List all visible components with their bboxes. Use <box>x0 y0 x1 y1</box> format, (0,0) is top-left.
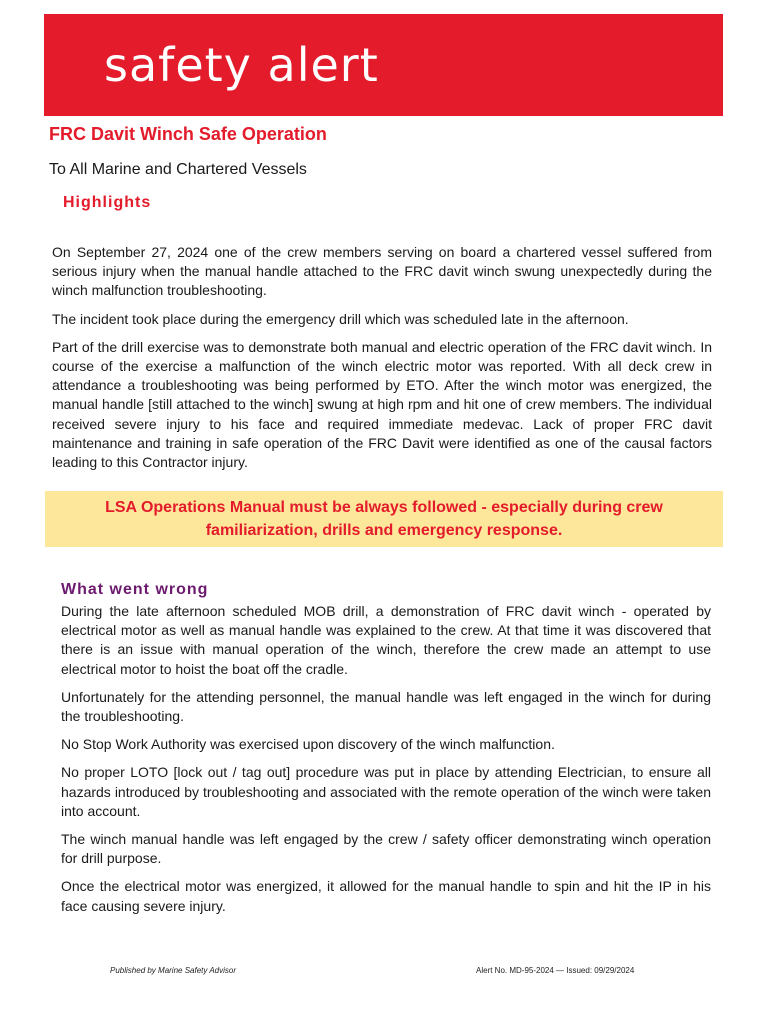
highlights-paragraph: The incident took place during the emergency drill which was scheduled late in the afternoon. <box>52 310 629 327</box>
what-went-wrong-paragraph: Once the electrical motor was energized, it allowed for the manual handle to spin and hit the IP in his face causing severe injury. <box>61 878 711 914</box>
document-title: FRC Davit Winch Safe Operation <box>49 124 327 144</box>
what-went-wrong-paragraph: No proper LOTO [lock out / tag out] procedure was put in place by attending Electrician, to ensure all hazards introduced by troubleshooting and associated with the remote operation of the winch were taken into account. <box>61 764 711 819</box>
what-went-wrong-paragraph: Unfortunately for the attending personnel, the manual handle was left engaged in the winch for during the troubleshooting. <box>61 688 711 725</box>
safety-alert-banner <box>44 14 723 116</box>
footer-published: Published by Marine Safety Advisor <box>110 966 236 975</box>
callout-box <box>45 491 723 547</box>
highlights-paragraph: Part of the drill exercise was to demonstrate both manual and electric operation of the FRC davit winch. In course of the exercise a malfunction of the winch electric motor was reported. With all deck crew in attendance a troubleshooting was being performed by ETO. After the winch motor was energized, the manual handle [still attached to the winch] swung at high rpm and hit one of crew members. The individual received severe injury to his face and required immediate medevac. Lack of proper FRC davit maintenance and training in safe operation of the FRC Davit were identified as one of the causal factors leading to this Contractor injury. <box>52 338 712 471</box>
what-went-wrong-paragraph: No Stop Work Authority was exercised upon discovery of the winch malfunction. <box>61 736 555 753</box>
footer-alert-number: Alert No. MD-95-2024 — Issued: 09/29/2024 <box>476 966 635 975</box>
document-subtitle: To All Marine and Chartered Vessels <box>49 161 307 178</box>
callout-text: LSA Operations Manual must be always followed - especially during crew familiarization, drills and emergency response. <box>105 499 663 539</box>
highlights-section <box>52 243 712 481</box>
banner-title: safety alert <box>104 38 379 92</box>
highlights-heading: Highlights <box>63 194 152 211</box>
highlights-paragraph: On September 27, 2024 one of the crew members serving on board a chartered vessel suffered from serious injury when the manual handle attached to the FRC davit winch swung unexpectedly during the winch malfunction troubleshooting. <box>52 244 712 299</box>
what-went-wrong-heading: What went wrong <box>61 581 209 598</box>
what-went-wrong-paragraph: The winch manual handle was left engaged by the crew / safety officer demonstrating winch operation for drill purpose. <box>61 831 711 867</box>
what-went-wrong-section <box>61 602 711 925</box>
what-went-wrong-paragraph: During the late afternoon scheduled MOB drill, a demonstration of FRC davit winch - operated by electrical motor as well as manual handle was explained to the crew. At that time it was discovered that there is an issue with manual operation of the winch, therefore the crew made an attempt to use electrical motor to hoist the boat off the cradle. <box>61 603 711 677</box>
